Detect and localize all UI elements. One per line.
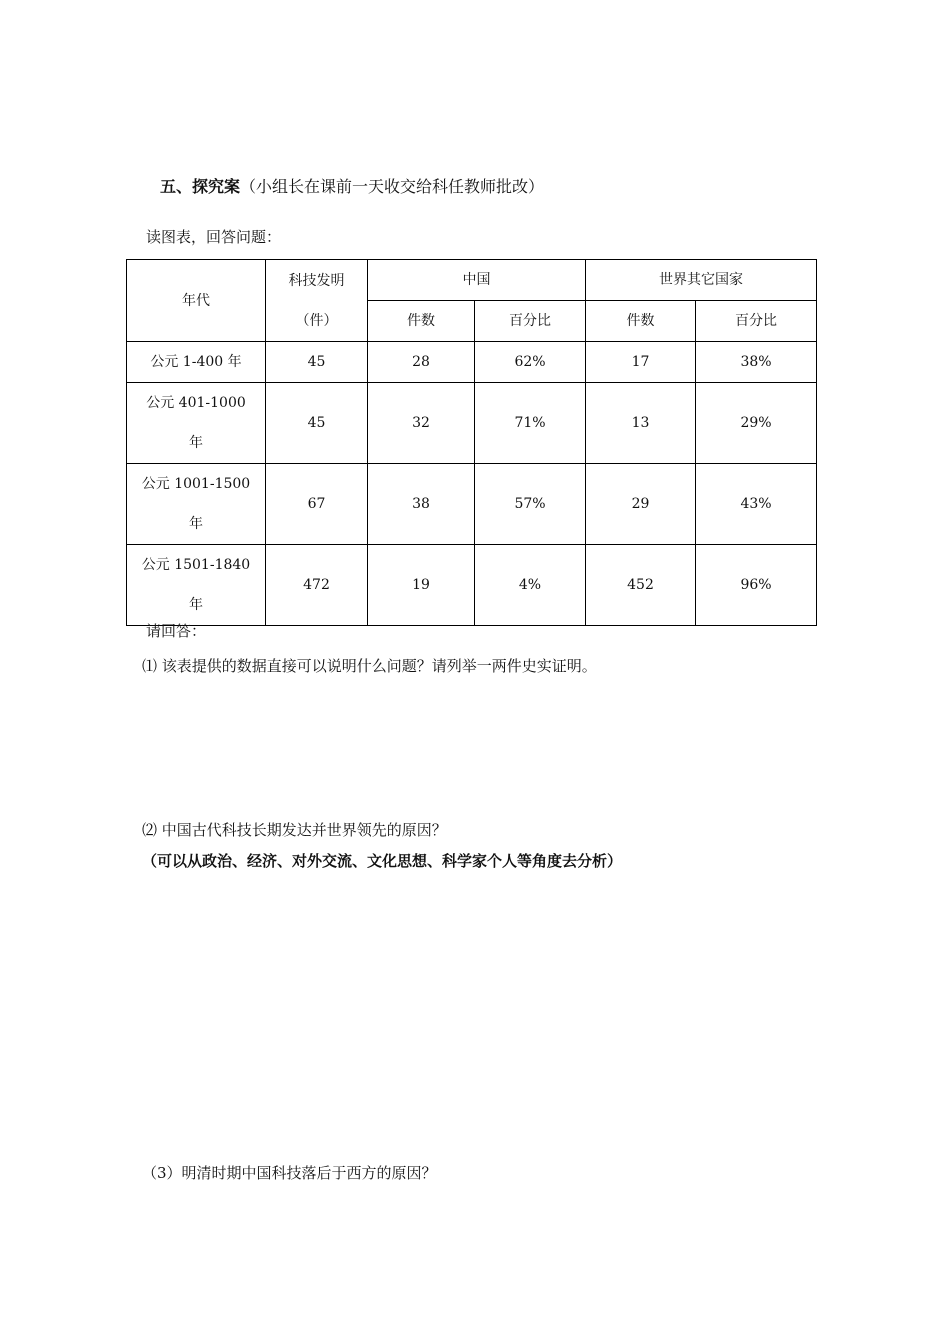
section-note: （小组长在课前一天收交给科任教师批改） (240, 177, 545, 196)
header-world: 世界其它国家 (586, 260, 817, 301)
table-row (127, 464, 817, 545)
intro-text: 读图表，回答问题： (146, 228, 282, 246)
cell-world-percent: 29% (696, 383, 817, 464)
section-number: 五、探究案 (160, 177, 241, 196)
cell-total: 67 (266, 464, 368, 545)
cell-era-line2: 年 (189, 516, 203, 532)
cell-total: 45 (266, 342, 368, 383)
question-1: ⑴ 该表提供的数据直接可以说明什么问题？请列举一两件史实证明。 (142, 657, 597, 675)
header-inventions (266, 260, 368, 342)
cell-era-line2: 年 (189, 435, 203, 451)
cell-era (127, 464, 266, 545)
subheader-china-count: 件数 (368, 301, 475, 342)
cell-era-line1: 公元 1501-1840 (141, 557, 251, 573)
cell-china-percent: 57% (475, 464, 586, 545)
table-row (127, 342, 817, 383)
answer-prompt: 请回答： (146, 622, 207, 640)
header-inventions-line2: （件） (295, 312, 338, 329)
table-row (127, 545, 817, 626)
cell-china-count: 32 (368, 383, 475, 464)
cell-world-percent: 38% (696, 342, 817, 383)
header-era: 年代 (127, 260, 266, 342)
question-2-hint: （可以从政治、经济、对外交流、文化思想、科学家个人等角度去分析） (142, 852, 623, 870)
cell-china-percent: 62% (475, 342, 586, 383)
cell-era (127, 383, 266, 464)
subheader-world-count: 件数 (586, 301, 696, 342)
cell-world-count: 17 (586, 342, 696, 383)
cell-era: 公元 1-400 年 (127, 342, 266, 383)
inventions-table (126, 259, 817, 626)
cell-total: 45 (266, 383, 368, 464)
cell-world-percent: 96% (696, 545, 817, 626)
table-row (127, 383, 817, 464)
section-heading (160, 176, 544, 198)
cell-china-percent: 4% (475, 545, 586, 626)
header-inventions-line1: 科技发明 (288, 272, 345, 289)
cell-world-count: 13 (586, 383, 696, 464)
cell-era (127, 545, 266, 626)
subheader-china-percent: 百分比 (475, 301, 586, 342)
cell-world-percent: 43% (696, 464, 817, 545)
header-china: 中国 (368, 260, 586, 301)
subheader-world-percent: 百分比 (696, 301, 817, 342)
cell-era-line1: 公元 401-1000 (146, 395, 246, 411)
cell-china-percent: 71% (475, 383, 586, 464)
question-3: （3）明清时期中国科技落后于西方的原因？ (142, 1164, 437, 1182)
cell-china-count: 38 (368, 464, 475, 545)
cell-world-count: 29 (586, 464, 696, 545)
cell-china-count: 19 (368, 545, 475, 626)
table-header-row (127, 260, 817, 301)
cell-era-line1: 公元 1001-1500 (141, 476, 251, 492)
cell-china-count: 28 (368, 342, 475, 383)
question-2: ⑵ 中国古代科技长期发达并世界领先的原因？ (142, 821, 447, 839)
cell-total: 472 (266, 545, 368, 626)
cell-era-line2: 年 (189, 597, 203, 613)
cell-world-count: 452 (586, 545, 696, 626)
